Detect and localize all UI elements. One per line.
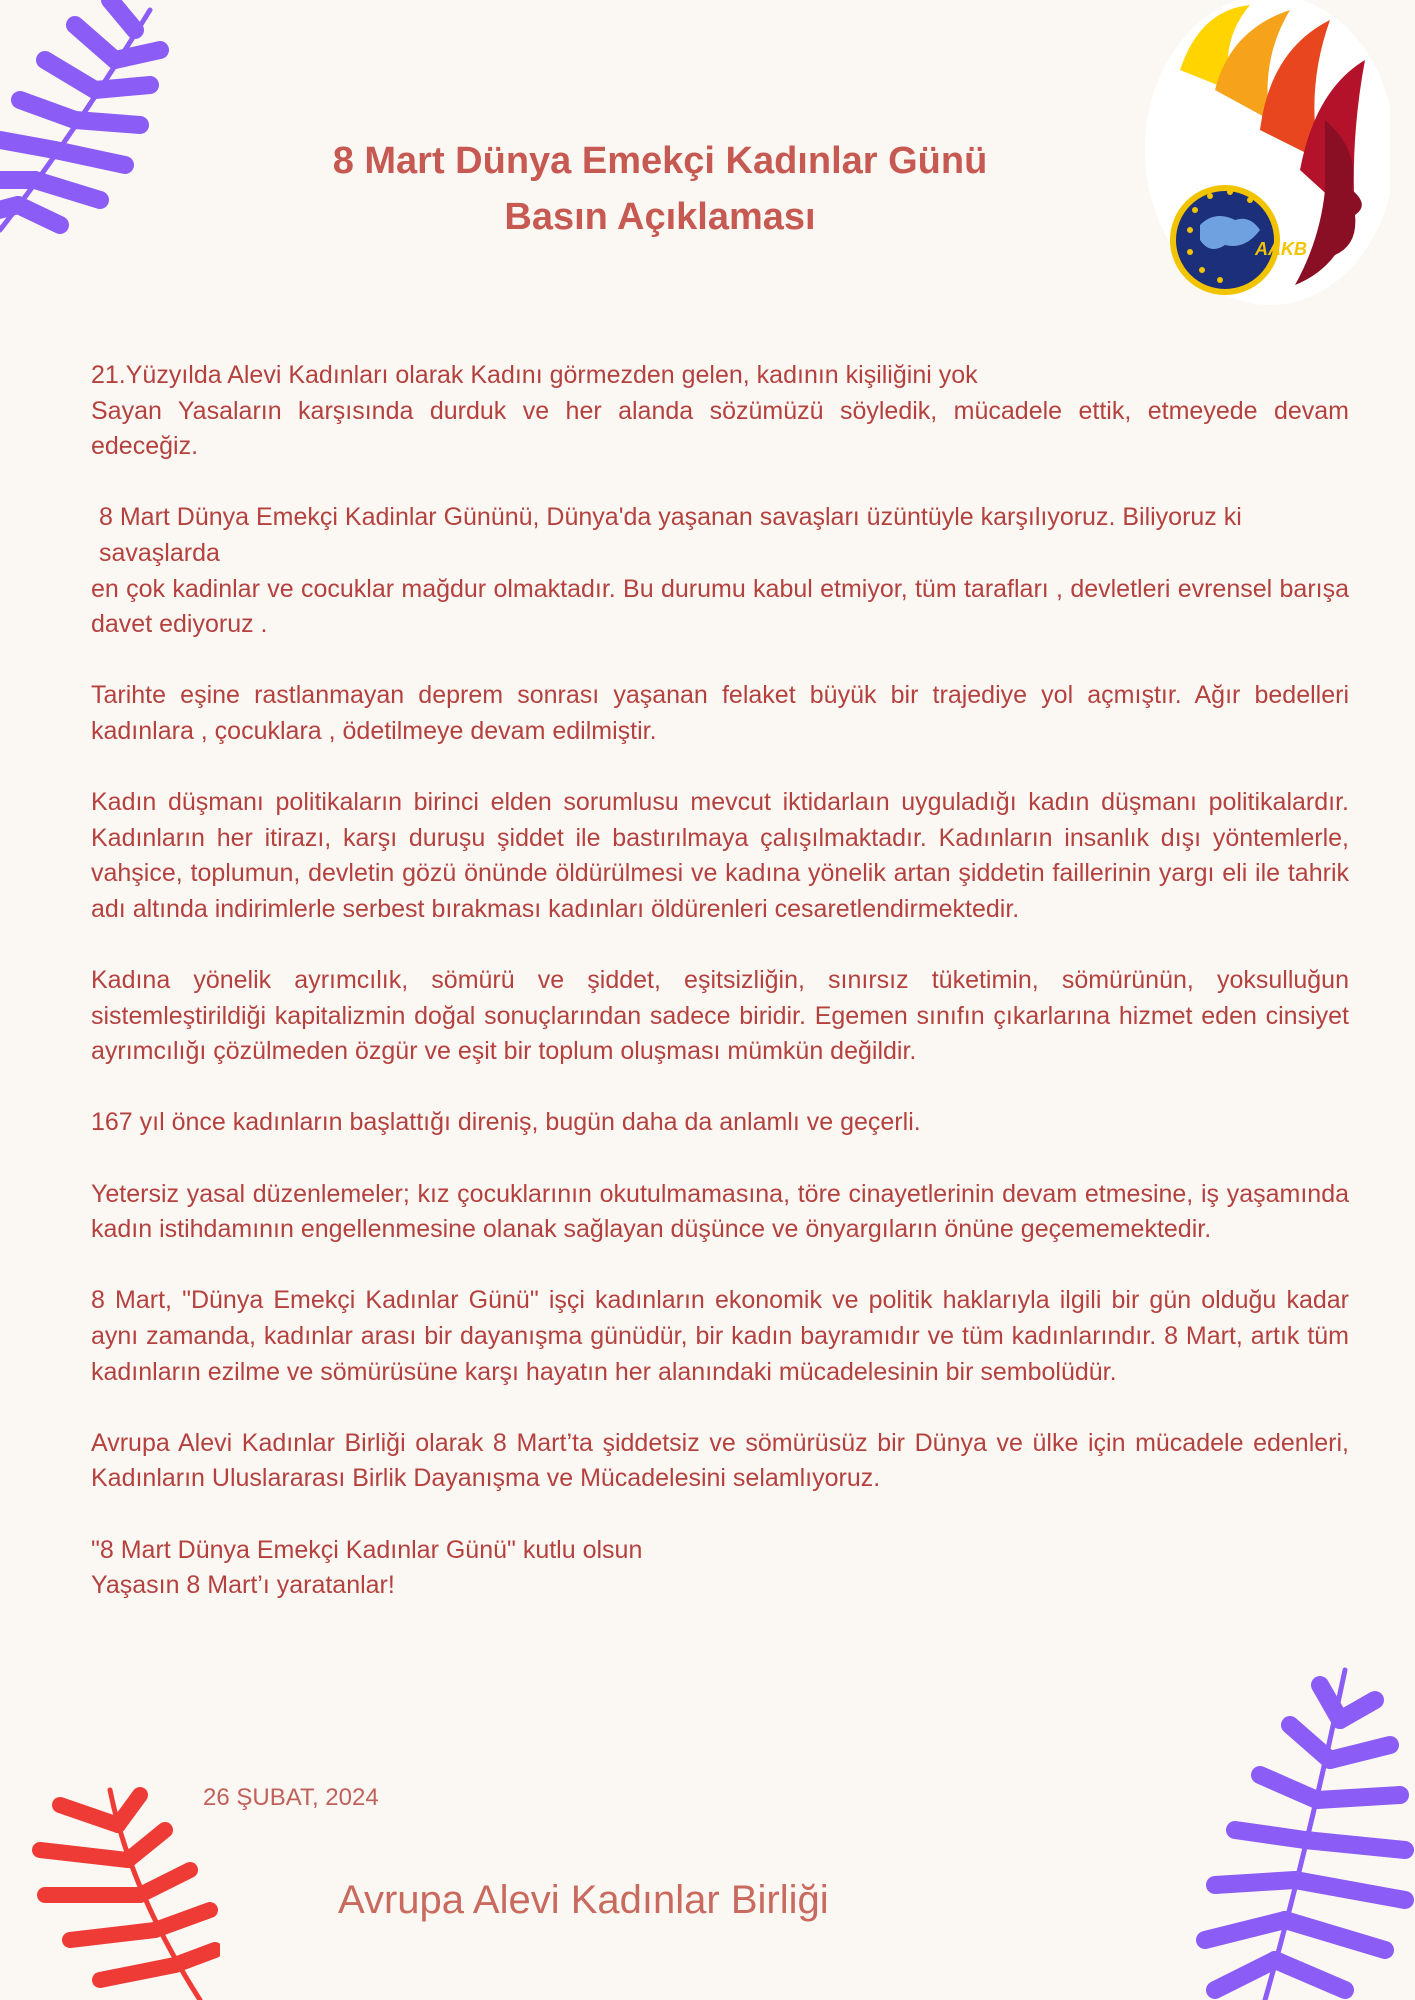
paragraph-3: Tarihte eşine rastlanmayan deprem sonrası yaşanan felaket büyük bir trajediye yol açmıştır. Ağır bedelleri kadınlara , çocuklara , ödetilmeye devam edilmiştir. [91, 681, 1349, 745]
paragraph-2-line-1: 8 Mart Dünya Emekçi Kadinlar Gününü, Dünya'da yaşanan savaşları üzüntüyle karşılıyoruz. Biliyoruz ki savaşlarda [99, 503, 1242, 567]
statement-date: 26 ŞUBAT, 2024 [203, 1784, 379, 1811]
logo-text: AAKB [1255, 239, 1307, 259]
paragraph-1-line-2: Sayan Yasaların karşısında durduk ve her alanda sözümüzü söyledik, mücadele ettik, etmeyede devam edeceğiz. [91, 396, 1349, 461]
closing-line-1: "8 Mart Dünya Emekçi Kadınlar Günü" kutlu olsun [91, 1535, 643, 1564]
page-title: 8 Mart Dünya Emekçi Kadınlar Günü [332, 140, 988, 182]
statement-body [91, 358, 1349, 1604]
paragraph-7: Yetersiz yasal düzenlemeler; kız çocuklarının okutulmamasına, töre cinayetlerinin devam etmesine, iş yaşamında kadın istihdamının engellenmesine olanak sağlayan düşünce ve önyargıların önüne geçememektedir. [91, 1179, 1349, 1244]
paragraph-9: Avrupa Alevi Kadınlar Birliği olarak 8 Mart’ta şiddetsiz ve sömürüsüz bir Dünya ve ülke için mücadele edenleri, Kadınların Uluslararası Birlik Dayanışma ve Mücadelesini selamlıyoruz. [91, 1428, 1349, 1493]
paragraph-4: Kadın düşmanı politikaların birinci elden sorumlusu mevcut iktidarlaın uyguladığı kadın düşmanı politikalardır. Kadınların her itirazı, karşı duruşu şiddet ile bastırılmaya çalışılmaktadır. Kadınların insanlık dışı yöntemlerle, vahşice, toplumun, devletin gözü önünde öldürülmesi ve kadına yönelik artan şiddetin faillerinin yargı eli ile tahrik adı altında indirimlerle serbest bırakması kadınları öldürenleri cesaretlendirmektedir. [91, 788, 1349, 923]
signature: Avrupa Alevi Kadınlar Birliği [338, 1878, 829, 1922]
paragraph-5: Kadına yönelik ayrımcılık, sömürü ve şiddet, eşitsizliğin, sınırsız tüketimin, sömürünün, yoksulluğun sistemleştirildiği kapitalizmin doğal sonuçlarından sadece biridir. Egemen sınıfın çıkarlarına hizmet eden cinsiyet ayrımcılığı çözülmeden özgür ve eşit bir toplum oluşması mümkün değildir. [91, 966, 1349, 1066]
paragraph-1-line-1: 21.Yüzyılda Alevi Kadınları olarak Kadını görmezden gelen, kadının kişiliğini yok [91, 361, 978, 389]
closing-line-2: Yaşasın 8 Mart’ı yaratanlar! [91, 1571, 395, 1600]
paragraph-8: 8 Mart, "Dünya Emekçi Kadınlar Günü" işçi kadınların ekonomik ve politik haklarıyla ilgili bir gün olduğu kadar aynı zamanda, kadınlar arası bir dayanışma günüdür, bir kadın bayramıdır ve tüm kadınlarındır. 8 Mart, artık tüm kadınların ezilme ve sömürüsüne karşı hayatın her alanındaki mücadelesinin bir sembolüdür. [91, 1286, 1349, 1386]
paragraph-2-line-2: en çok kadinlar ve cocuklar mağdur olmaktadır. Bu durumu kabul etmiyor, tüm tarafları , devletleri evrensel barışa davet ediyoruz . [91, 574, 1349, 639]
purple-leaf-bottom-right-icon [1195, 1660, 1415, 2000]
paragraph-6: 167 yıl önce kadınların başlattığı direniş, bugün daha da anlamlı ve geçerli. [91, 1108, 921, 1137]
red-leaf-bottom-left-icon [0, 1780, 220, 2000]
page-subtitle: Basın Açıklaması [504, 196, 816, 238]
